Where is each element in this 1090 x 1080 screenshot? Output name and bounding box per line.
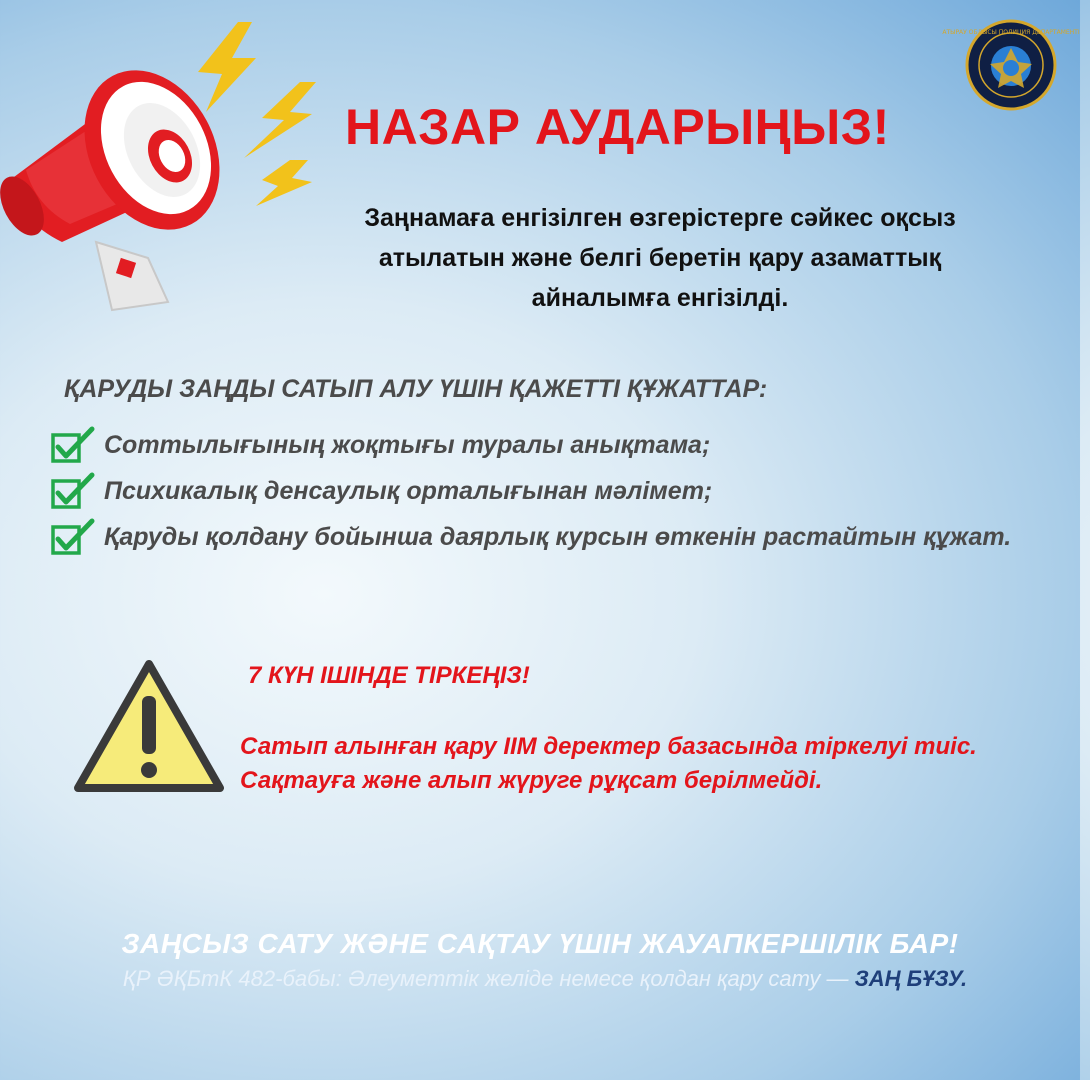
documents-heading: ҚАРУДЫ ЗАҢДЫ САТЫП АЛУ ҮШІН ҚАЖЕТТІ ҚҰЖАТТАР: [64, 375, 768, 403]
checkmark-icon [50, 471, 96, 511]
deadline-notice: 7 КҮН ІШІНДЕ ТІРКЕҢІЗ! [248, 662, 530, 689]
warning-icon [72, 658, 226, 794]
list-item [50, 468, 1080, 514]
intro-line: атылатын және белгі беретін қару азаматтық [378, 244, 942, 272]
footer-note-text: ҚР ӘҚБтК 482-бабы: Әлеуметтік желіде немесе қолдан қару сату — [122, 966, 855, 991]
list-item [50, 422, 1080, 468]
footer-note [0, 966, 1090, 992]
police-emblem-icon [942, 20, 1080, 110]
document-label: Соттылығының жоқтығы туралы анықтама; [104, 430, 711, 459]
intro-text [290, 198, 1030, 318]
checkmark-icon [50, 425, 96, 465]
checkmark-icon [50, 517, 96, 557]
documents-list [50, 422, 1080, 560]
emblem-text: АТЫРАУ ОБЛЫСЫ ПОЛИЦИЯ ДЕПАРТАМЕНТІ [942, 29, 1080, 36]
footer-note-strong: ЗАҢ БҰЗУ. [854, 966, 968, 991]
page-title: НАЗАР АУДАРЫҢЫЗ! [345, 99, 890, 155]
list-item [50, 514, 1080, 560]
notice-line: Сақтауға және алып жүруге рұқсат берілмейді. [240, 767, 823, 794]
intro-line: айналымға енгізілді. [531, 284, 789, 312]
document-label: Қаруды қолдану бойынша даярлық курсын өткенін растайтын құжат. [104, 522, 1012, 551]
registration-notice [240, 730, 1080, 798]
notice-line: Сатып алынған қару ІІМ деректер базасында тіркелуі тиіс. [240, 733, 977, 760]
document-label: Психикалық денсаулық орталығынан мәлімет; [104, 476, 713, 505]
intro-line: Заңнамаға енгізілген өзгерістерге сәйкес оқсыз [364, 204, 956, 232]
footer-title: ЗАҢСЫЗ САТУ ЖӘНЕ САҚТАУ ҮШІН ЖАУАПКЕРШІЛІК БАР! [121, 928, 959, 959]
